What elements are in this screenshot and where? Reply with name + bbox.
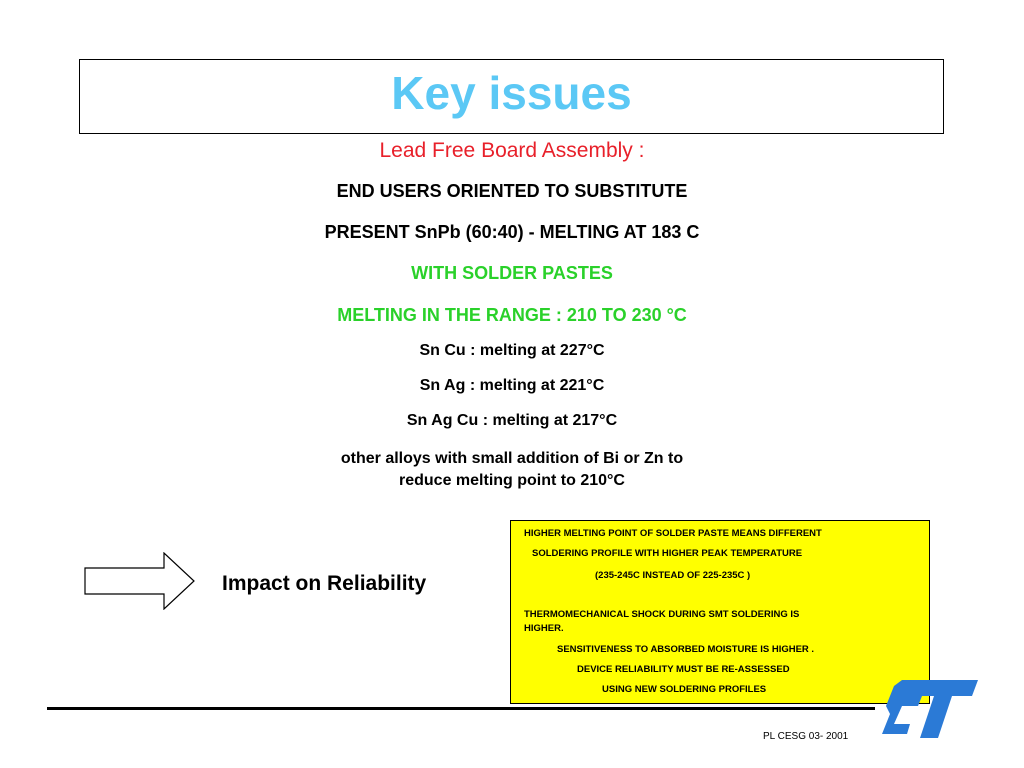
callout-line-2: SOLDERING PROFILE WITH HIGHER PEAK TEMPERATURE — [532, 548, 803, 559]
callout-line-8: USING NEW SOLDERING PROFILES — [602, 684, 767, 695]
footer-rule — [47, 707, 875, 710]
other-alloys-line-2: reduce melting point to 210°C — [399, 472, 625, 489]
callout-line-6: SENSITIVENESS TO ABSORBED MOISTURE IS HIGHER . — [557, 644, 815, 655]
other-alloys-line-1: other alloys with small addition of Bi or Zn to — [340, 450, 684, 467]
text-line-4: MELTING IN THE RANGE : 210 TO 230 °C — [337, 305, 687, 325]
callout-line-5: HIGHER. — [524, 623, 564, 634]
callout-line-4: THERMOMECHANICAL SHOCK DURING SMT SOLDERING IS — [524, 609, 800, 620]
alloy-line-sn-ag-cu: Sn Ag Cu : melting at 217°C — [406, 412, 618, 429]
title-box — [79, 59, 944, 134]
slide-title: Key issues — [391, 66, 632, 119]
callout-line-7: DEVICE RELIABILITY MUST BE RE-ASSESSED — [577, 664, 790, 675]
st-logo-icon — [880, 676, 980, 740]
text-line-1: END USERS ORIENTED TO SUBSTITUTE — [336, 181, 688, 201]
footer-text: PL CESG 03- 2001 — [763, 731, 849, 742]
text-line-2: PRESENT SnPb (60:40) - MELTING AT 183 C — [324, 222, 700, 242]
impact-on-reliability-label: Impact on Reliability — [222, 572, 427, 595]
right-arrow-icon — [84, 552, 196, 610]
text-line-3: WITH SOLDER PASTES — [411, 263, 613, 283]
callout-line-1: HIGHER MELTING POINT OF SOLDER PASTE MEANS DIFFERENT — [524, 528, 822, 539]
alloy-line-sn-cu: Sn Cu : melting at 227°C — [419, 342, 605, 359]
alloy-line-sn-ag: Sn Ag : melting at 221°C — [419, 377, 605, 394]
callout-box — [510, 520, 930, 704]
callout-line-3: (235-245C INSTEAD OF 225-235C ) — [595, 570, 751, 581]
slide-subtitle: Lead Free Board Assembly : — [379, 139, 645, 162]
